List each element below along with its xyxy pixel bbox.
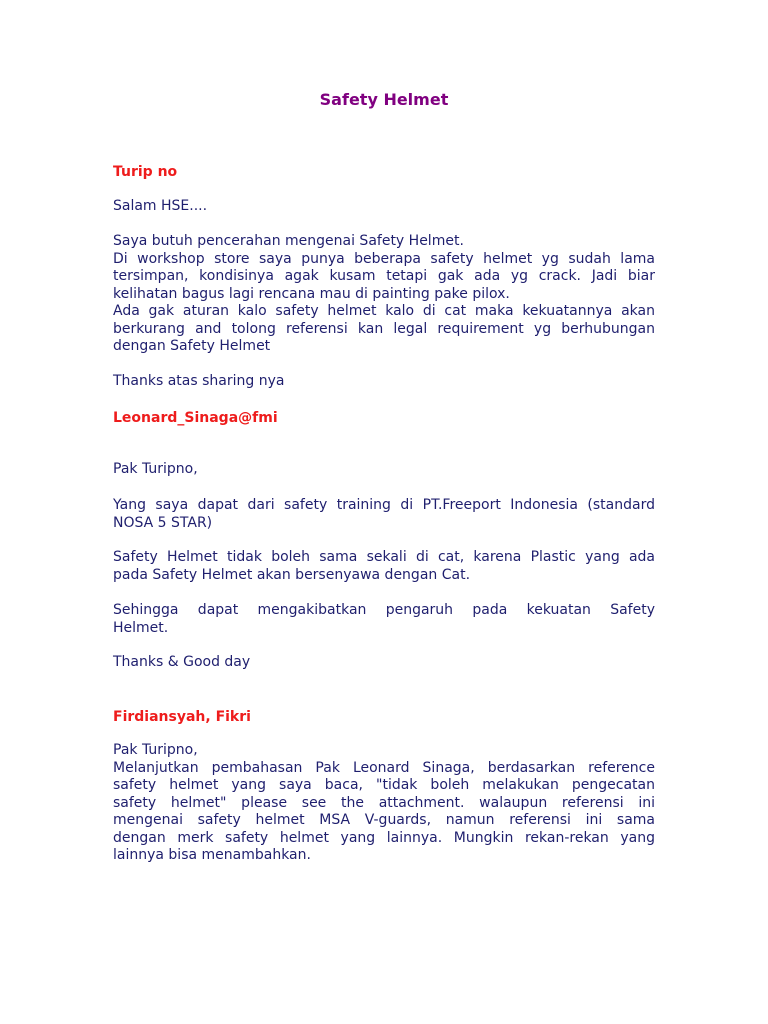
post-paragraph [113,373,655,391]
post-paragraph [113,549,655,584]
post-paragraph [113,654,655,672]
post-paragraph [113,497,655,532]
post-paragraph [113,602,655,637]
text-line: kelihatan bagus lagi rencana mau di painting pake pilox. [113,285,510,302]
text-line: safety helmet yang saya baca, "tidak boleh melakukan pengecatan [113,777,655,793]
text-line: mengenai safety helmet MSA V-guards, namun referensi ini sama [113,812,655,828]
text-line: safety helmet" please see the attachment. walaupun referensi ini [113,794,655,811]
text-line: Melanjutkan pembahasan Pak Leonard Sinaga, berdasarkan reference [113,759,655,776]
text-line: berkurang and tolong referensi kan legal requirement yg berhubungan [113,320,655,337]
text-line: Di workshop store saya punya beberapa safety helmet yg sudah lama [113,250,655,267]
text-line: Thanks & Good day [113,654,251,670]
post-paragraph [113,461,655,479]
text-line: Sehingga dapat mengakibatkan pengaruh pada kekuatan Safety [113,602,655,618]
text-line: Pak Turipno, [113,461,198,477]
post-author: Leonard_Sinaga@fmi [113,410,278,426]
text-line: Pak Turipno, [113,742,198,758]
text-line: Ada gak aturan kalo safety helmet kalo di cat maka kekuatannya akan [113,303,655,319]
post-paragraph [113,233,655,356]
text-line: Salam HSE.... [113,198,208,214]
post-paragraph [113,742,655,865]
post-paragraph [113,198,655,216]
text-line: lainnya bisa menambahkan. [113,847,311,863]
text-line: dengan Safety Helmet [113,338,271,354]
text-line: NOSA 5 STAR) [113,514,213,531]
text-line: Saya butuh pencerahan mengenai Safety Helmet. [113,233,464,249]
post-author: Turip no [113,164,178,180]
text-line: pada Safety Helmet akan bersenyawa dengan Cat. [113,566,471,583]
text-line: dengan merk safety helmet yang lainnya. Mungkin rekan-rekan yang [113,829,655,846]
text-line: tersimpan, kondisinya agak kusam tetapi gak ada yg crack. Jadi biar [113,268,655,284]
text-line: Safety Helmet tidak boleh sama sekali di cat, karena Plastic yang ada [113,549,655,565]
text-line: Helmet. [113,619,169,636]
text-line: Thanks atas sharing nya [113,373,285,389]
post-author: Firdiansyah, Fikri [113,709,251,725]
document-title: Safety Helmet [319,90,449,109]
text-line: Yang saya dapat dari safety training di PT.Freeport Indonesia (standard [113,497,655,513]
